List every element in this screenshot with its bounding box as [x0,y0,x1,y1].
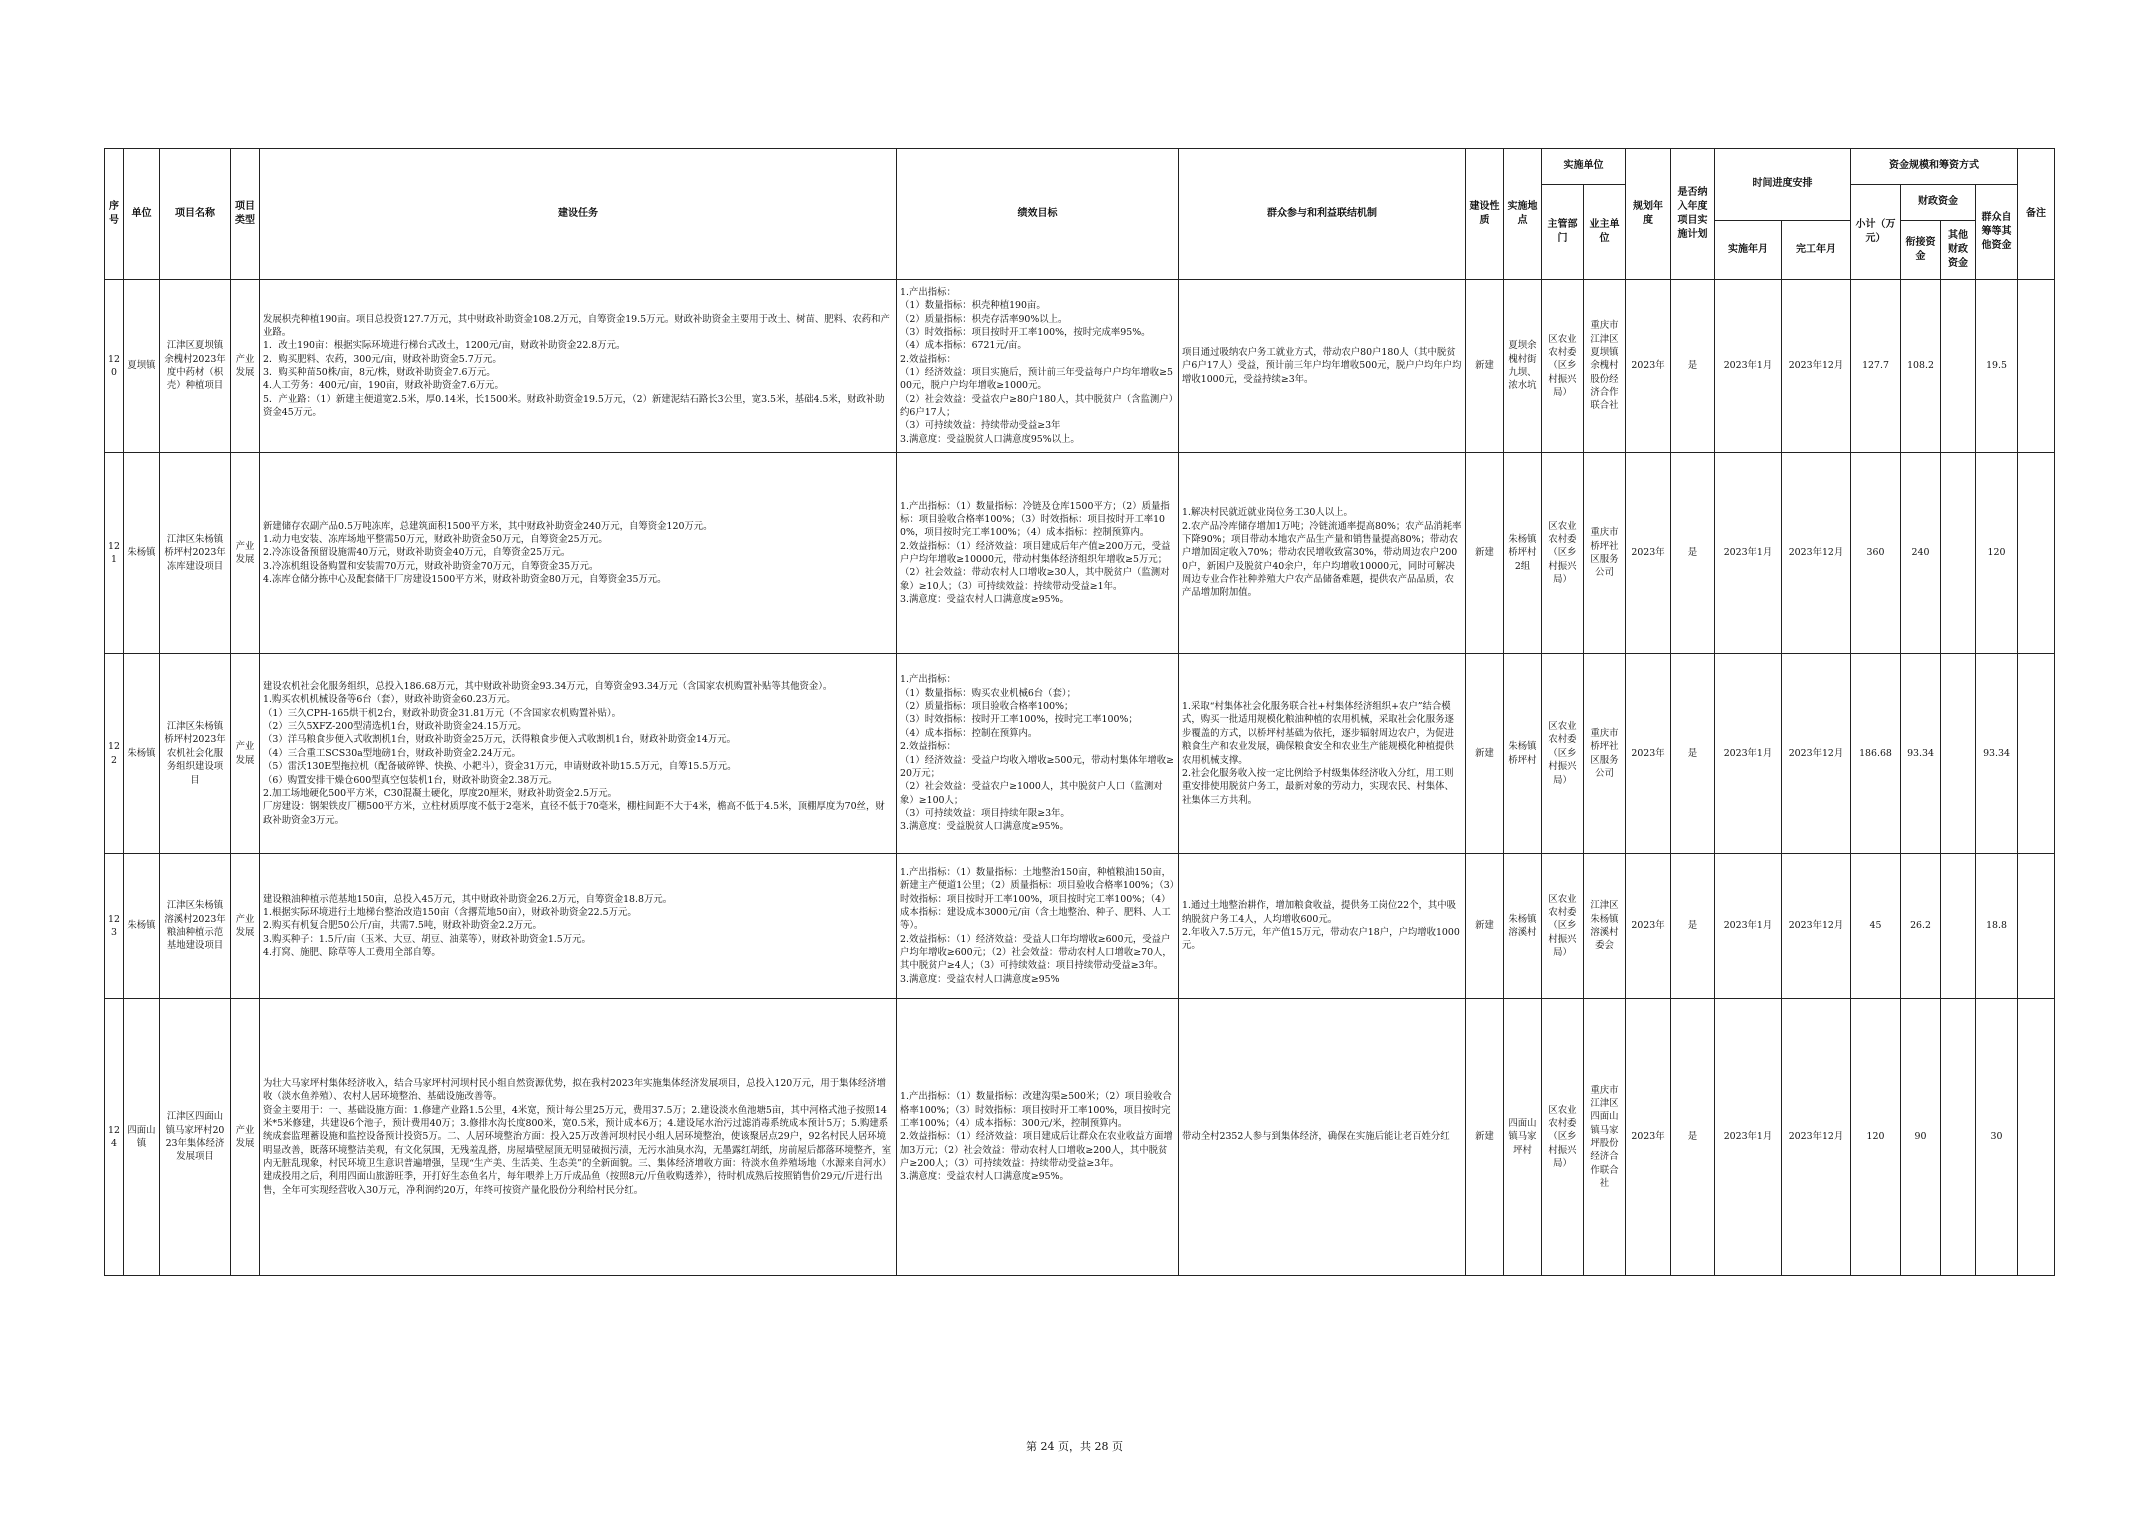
row-start: 2023年1月 [1715,654,1782,854]
header-plan-year: 规划年度 [1626,149,1671,280]
header-remarks: 备注 [2018,149,2055,280]
row-subtotal: 186.68 [1851,654,1901,854]
row-dept: 区农业农村委（区乡村振兴局） [1542,453,1584,654]
row-subtotal: 127.7 [1851,280,1901,453]
row-dept: 区农业农村委（区乡村振兴局） [1542,999,1584,1276]
row-dept: 区农业农村委（区乡村振兴局） [1542,654,1584,854]
row-nature: 新建 [1466,280,1504,453]
row-year: 2023年 [1626,453,1671,654]
row-type: 产业发展 [231,654,260,854]
header-unit: 单位 [124,149,160,280]
row-owner: 重庆市桥坪社区服务公司 [1584,654,1626,854]
row-seq: 123 [105,854,124,999]
row-self-raised: 30 [1976,999,2018,1276]
row-cohesion: 93.34 [1901,654,1941,854]
table-row [105,280,2055,453]
header-competent-dept: 主管部门 [1542,185,1584,280]
row-remarks [2018,654,2055,854]
row-nature: 新建 [1466,854,1504,999]
row-mechanism: 项目通过吸纳农户务工就业方式，带动农户80户180人（其中脱贫户6户17人）受益，预计前三年户均年增收500元，脱户户均年户均增收1000元，受益持续≥3年。 [1179,280,1466,453]
row-goal: 1.产出指标：（1）数量指标：冷链及仓库1500平方；（2）质量指标：项目验收合格率100%；（3）时效指标：项目按时开工率100%，项目按时完工率100%；（4）成本指标：控制预算内。 2.效益指标：（1）经济效益：项目建成后年产值≥200万元，受益户户均年增收≥10000元，带动村集体经济组织年增收≥5万元；（2）社会效益：带动农村人口增收≥30人，其中脱贫户（监测对象）≥10人；（3）可持续效益：持续带动受益≥1年。 3.满意度：受益农村人口满意度≥95%。 [897,453,1179,654]
row-cohesion: 90 [1901,999,1941,1276]
row-owner: 重庆市江津区夏坝镇余槐村股份经济合作联合社 [1584,280,1626,453]
row-start: 2023年1月 [1715,453,1782,654]
header-schedule: 时间进度安排 [1715,149,1851,221]
row-type: 产业发展 [231,854,260,999]
row-remarks [2018,854,2055,999]
row-dept: 区农业农村委（区乡村振兴局） [1542,854,1584,999]
row-start: 2023年1月 [1715,854,1782,999]
row-start: 2023年1月 [1715,280,1782,453]
row-remarks [2018,453,2055,654]
header-start-date: 实施年月 [1715,221,1782,280]
row-other-fiscal [1941,453,1976,654]
row-mechanism: 1.采取“村集体社会化服务联合社+村集体经济组织+农户”结合模式，购买一批适用规模化粮油种植的农用机械，采取社会化服务逐步覆盖的方式，以桥坪村基础为依托，逐步辐射周边农户，为促进粮食生产和农业发展，确保粮食安全和农业生产能规模化种植提供农用机械支撑。 2.社会化服务收入按一定比例给予村级集体经济收入分红，用工则重安排使用脱贫户务工，最新对象的劳动力，实现农民、村集体、社集体三方共利。 [1179,654,1466,854]
row-other-fiscal [1941,999,1976,1276]
row-mechanism: 1.通过土地整治耕作，增加粮食收益，提供务工岗位22个，其中吸纳脱贫户务工4人，人均增收600元。 2.年收入7.5万元，年产值15万元，带动农户18户，户均增收1000元。 [1179,854,1466,999]
row-task: 建设粮油种植示范基地150亩，总投入45万元，其中财政补助资金26.2万元，自筹资金18.8万元。 1.根据实际环境进行土地梯台整治改造150亩（含撂荒地50亩），财政补助资金22.5万元。 2.购买有机复合肥50公斤/亩，共需7.5吨，财政补助资金2.2万元。 3.购买种子：1.5斤/亩（玉米、大豆、胡豆、油菜等），财政补助资金1.5万元。 4.打窝、施肥、除草等人工费用全部自筹。 [260,854,897,999]
row-project-name: 江津区四面山镇马家坪村2023年集体经济发展项目 [160,999,231,1276]
row-nature: 新建 [1466,654,1504,854]
header-construction-nature: 建设性质 [1466,149,1504,280]
header-construction-task: 建设任务 [260,149,897,280]
row-included: 是 [1671,280,1715,453]
header-funding: 资金规模和筹资方式 [1851,149,2018,185]
row-cohesion: 240 [1901,453,1941,654]
table-row [105,654,2055,854]
header-implementing-unit: 实施单位 [1542,149,1626,185]
row-subtotal: 45 [1851,854,1901,999]
header-cohesion-funds: 衔接资金 [1901,221,1941,280]
row-year: 2023年 [1626,999,1671,1276]
header-benefit-mechanism: 群众参与和利益联结机制 [1179,149,1466,280]
row-location: 朱杨镇溶溪村 [1504,854,1542,999]
row-remarks [2018,280,2055,453]
row-nature: 新建 [1466,999,1504,1276]
table-row [105,999,2055,1276]
row-year: 2023年 [1626,654,1671,854]
row-unit: 朱杨镇 [124,654,160,854]
row-year: 2023年 [1626,280,1671,453]
row-location: 夏坝余槐村街九坝、浓水坑 [1504,280,1542,453]
page-number: 第 24 页，共 28 页 [1026,1440,1123,1453]
row-end: 2023年12月 [1782,280,1851,453]
row-self-raised: 120 [1976,453,2018,654]
header-project-type: 项目类型 [231,149,260,280]
row-cohesion: 26.2 [1901,854,1941,999]
row-mechanism: 带动全村2352人参与到集体经济，确保在实施后能让老百姓分红 [1179,999,1466,1276]
row-project-name: 江津区朱杨镇溶溪村2023年粮油种植示范基地建设项目 [160,854,231,999]
table-row [105,854,2055,999]
row-cohesion: 108.2 [1901,280,1941,453]
row-task: 建设农机社会化服务组织，总投入186.68万元，其中财政补助资金93.34万元，自筹资金93.34万元（含国家农机购置补贴等其他资金）。 1.购买农机机械设备等6台（套），财政补助资金60.23万元。 （1）三久CPH-165烘干机2台，财政补助资金31.81万元（不含国家农机购置补贴）。 （2）三久5XFZ-200型清选机1台，财政补助资金24.15万元。 （3）洋马粮食步便入式收割机1台，财政补助资金25万元，沃得粮食步便入式收割机1台，财政补助资金14万元。 （4）三合重工SCS30a型地磅1台，财政补助资金2.24万元。 （5）雷沃130E型拖拉机（配备破碎铧、快换、小耙斗），资金31万元，申请财政补助15.5万元，自筹15.5万元。 （6）购置安排干燥仓600型真空包装机1台，财政补助资金2.38万元。 2.加工场地硬化500平方米，C30混凝土硬化，厚度20厘米，财政补助资金2.5万元。 厂房建设：钢架铁皮厂棚500平方米，立柱材质厚度不低于2毫米，直径不低于70毫米，棚柱间距不大于4米，檐高不低于4.5米，顶棚厚度为70丝，财政补助资金3万元。 [260,654,897,854]
row-task: 新建储存农副产品0.5万吨冻库，总建筑面积1500平方米，其中财政补助资金240万元，自筹资金120万元。 1.动力电安装、冻库场地平整需50万元，财政补助资金50万元，自筹资金25万元。 2.冷冻设备预留设施需40万元，财政补助资金40万元，自筹资金25万元。 3.冷冻机组设备购置和安装需70万元，财政补助资金70万元，自筹资金35万元。 4.冻库仓储分拣中心及配套储干厂房建设1500平方米，财政补助资金80万元，自筹资金35万元。 [260,453,897,654]
row-project-name: 江津区朱杨镇桥坪村2023年冻库建设项目 [160,453,231,654]
row-location: 四面山镇马家坪村 [1504,999,1542,1276]
project-table [104,148,2055,1276]
header-end-date: 完工年月 [1782,221,1851,280]
row-start: 2023年1月 [1715,999,1782,1276]
header-project-name: 项目名称 [160,149,231,280]
row-self-raised: 93.34 [1976,654,2018,854]
row-goal: 1.产出指标： （1）数量指标：购买农业机械6台（套）； （2）质量指标：项目验收合格率100%； （3）时效指标：按时开工率100%，按时完工率100%； （4）成本指标：控制在预算内。 2.效益指标： （1）经济效益：受益户均收入增收≥500元，带动村集体年增收≥20万元； （2）社会效益：受益农户≥1000人，其中脱贫户人口（监测对象）≥100人； （3）可持续效益：项目持续年限≥3年。 3.满意度：受益脱贫人口满意度≥95%。 [897,654,1179,854]
header-seq: 序号 [105,149,124,280]
header-other-fiscal: 其他财政资金 [1941,221,1976,280]
row-unit: 夏坝镇 [124,280,160,453]
row-project-name: 江津区夏坝镇余槐村2023年度中药材（枳壳）种植项目 [160,280,231,453]
row-year: 2023年 [1626,854,1671,999]
row-type: 产业发展 [231,280,260,453]
header-location: 实施地点 [1504,149,1542,280]
row-seq: 122 [105,654,124,854]
row-remarks [2018,999,2055,1276]
row-included: 是 [1671,654,1715,854]
row-seq: 121 [105,453,124,654]
row-owner: 重庆市江津区四面山镇马家坪股份经济合作联合社 [1584,999,1626,1276]
row-task: 为壮大马家坪村集体经济收入，结合马家坪村河坝村民小组自然资源优势，拟在我村2023年实施集体经济发展项目，总投入120万元，用于集体经济增收（淡水鱼养殖）、农村人居环境整治、基础设施改善等。 资金主要用于：一、基础设施方面：1.修建产业路1.5公里，4米宽，预计每公里25万元，费用37.5万；2.建设淡水鱼池塘5亩，其中河格式池子按照14米*5米修建，共建设6个池子，预计费用40万；3.修排水沟长度800米，宽0.5米，预计成本6万；4.建设尾水治污过滤消毒系统成本预计5万；5.购建系统成套监理蓄设施和监控设备预计投资5万。二、人居环境整治方面：投入25万改善河坝村民小组人居环境整治，使该聚居点29户，92名村民人居环境明显改善，既落环境整洁美观，有文化氛围，无残羞乱搭，房屋墙壁屋顶无明显破损污渍，无污水油臭水沟，无墨露红胡纸，房前屋后都落环境整齐，室内无脏乱现象，村民环境卫生意识普遍增强，呈现“生产美、生活美、生态美”的全新面貌。三、集体经济增收方面：待淡水鱼养殖场地（水源来自河水）建成投用之后，利用四面山旅游旺季，开打好生态鱼名片，每年喂养上万斤成品鱼（按照8元/斤鱼收购透养），待时机成熟后按照销售价29元/斤进行出售，全年可实现经营收入30万元，净利润约20万，年终可按资产量化股份分利给村民分红。 [260,999,897,1276]
row-unit: 朱杨镇 [124,453,160,654]
row-included: 是 [1671,854,1715,999]
row-included: 是 [1671,999,1715,1276]
header-self-raised: 群众自筹等其他资金 [1976,185,2018,280]
row-self-raised: 18.8 [1976,854,2018,999]
row-nature: 新建 [1466,453,1504,654]
row-task: 发展枳壳种植190亩。项目总投资127.7万元，其中财政补助资金108.2万元，自筹资金19.5万元。财政补助资金主要用于改土、树苗、肥料、农药和产业路。 1．改土190亩：根据实际环境进行梯台式改土，1200元/亩，财政补助资金22.8万元。 2．购买肥料、农药，300元/亩，财政补助资金5.7万元。 3．购买种苗50株/亩，8元/株，财政补助资金7.6万元。 4.人工劳务：400元/亩，190亩，财政补助资金7.6万元。 5．产业路：（1）新建主便道宽2.5米，厚0.14米，长1500米。财政补助资金19.5万元，（2）新建泥结石路长3公里，宽3.5米，基础4.5米，财政补助资金45万元。 [260,280,897,453]
row-location: 朱杨镇桥坪村 [1504,654,1542,854]
row-end: 2023年12月 [1782,854,1851,999]
row-seq: 120 [105,280,124,453]
header-subtotal: 小计（万元） [1851,185,1901,280]
row-end: 2023年12月 [1782,453,1851,654]
row-owner: 江津区朱杨镇溶溪村委会 [1584,854,1626,999]
row-goal: 1.产出指标：（1）数量指标：土地整治150亩，种植粮油150亩，新建主产便道1公里；（2）质量指标：项目验收合格率100%；（3）时效指标：项目按时开工率100%，项目按时完工率100%；（4）成本指标：建设成本3000元/亩（含土地整治、种子、肥料、人工等）。 2.效益指标：（1）经济效益：受益人口年均增收≥600元，受益户户均年增收≥600元；（2）社会效益：带动农村人口增收≥70人，其中脱贫户≥4人；（3）可持续效益：项目持续带动受益≥3年。 3.满意度：受益农村人口满意度≥95% [897,854,1179,999]
header-performance-goal: 绩效目标 [897,149,1179,280]
row-end: 2023年12月 [1782,654,1851,854]
row-unit: 四面山镇 [124,999,160,1276]
row-included: 是 [1671,453,1715,654]
row-goal: 1.产出指标： （1）数量指标：枳壳种植190亩。 （2）质量指标：枳壳存活率90%以上。 （3）时效指标：项目按时开工率100%，按时完成率95%。 （4）成本指标：6721元/亩。 2.效益指标： （1）经济效益：项目实施后，预计前三年受益每户户均年增收≥500元，脱户户均年增收≥1000元。 （2）社会效益：受益农户≥80户180人，其中脱贫户（含监测户）约6户17人； （3）可持续效益：持续带动受益≥3年 3.满意度：受益脱贫人口满意度95%以上。 [897,280,1179,453]
row-type: 产业发展 [231,453,260,654]
row-location: 朱杨镇桥坪村2组 [1504,453,1542,654]
table-row [105,453,2055,654]
row-goal: 1.产出指标：（1）数量指标：改建沟渠≥500米；（2）项目验收合格率100%；（3）时效指标：项目按时开工率100%，项目按时完工率100%；（4）成本指标：300元/米，控制预算内。 2.效益指标：（1）经济效益：项目建成后让群众在农业收益方面增加3万元；（2）社会效益：带动农村人口增收≥200人，其中脱贫户≥200人；（3）可持续效益：持续带动受益≥3年。 3.满意度：受益农村人口满意度≥95%。 [897,999,1179,1276]
row-self-raised: 19.5 [1976,280,2018,453]
row-owner: 重庆市桥坪社区服务公司 [1584,453,1626,654]
row-project-name: 江津区朱杨镇桥坪村2023年农机社会化服务组织建设项目 [160,654,231,854]
header-owner-unit: 业主单位 [1584,185,1626,280]
header-fiscal-funds: 财政资金 [1901,185,1976,221]
row-seq: 124 [105,999,124,1276]
row-mechanism: 1.解决村民就近就业岗位务工30人以上。 2.农产品冷库储存增加1万吨；冷链流通率提高80%；农产品消耗率下降90%；项目带动本地农产品生产量和销售量提高80%；带动农户增加固定收入70%；带动农民增收致富30%，带动周边农户2000户，新困户及脱贫户40余户，年户均增收10000元，同时可解决周边专业合作社种养殖大户农产品储备难题，提供农产品品质，农产品增加附加值。 [1179,453,1466,654]
row-other-fiscal [1941,854,1976,999]
row-end: 2023年12月 [1782,999,1851,1276]
row-subtotal: 360 [1851,453,1901,654]
row-other-fiscal [1941,654,1976,854]
row-other-fiscal [1941,280,1976,453]
header-included-in-plan: 是否纳入年度项目实施计划 [1671,149,1715,280]
row-unit: 朱杨镇 [124,854,160,999]
row-type: 产业发展 [231,999,260,1276]
row-subtotal: 120 [1851,999,1901,1276]
row-dept: 区农业农村委（区乡村振兴局） [1542,280,1584,453]
